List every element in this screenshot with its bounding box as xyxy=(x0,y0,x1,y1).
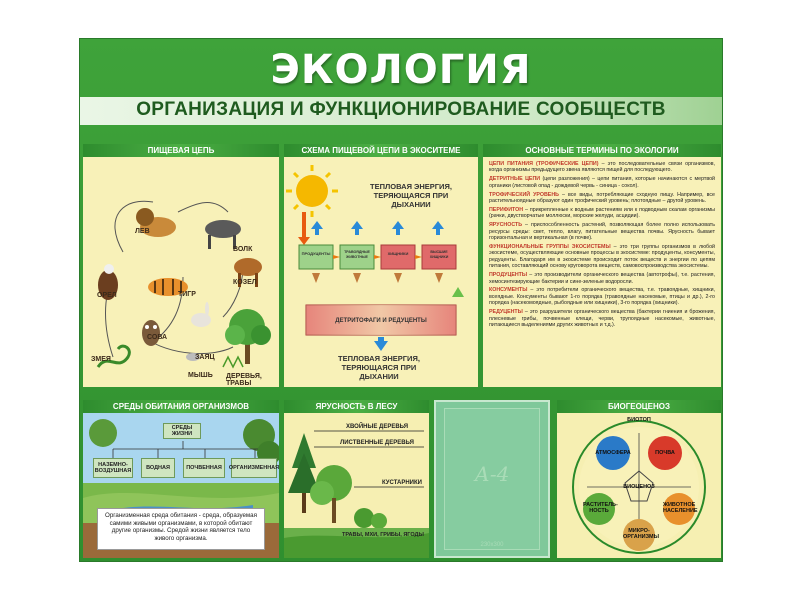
habitat-water-box: ВОДНАЯ xyxy=(141,458,175,478)
food-arrow-2 xyxy=(178,203,228,212)
label-soil: ПОЧВА xyxy=(655,450,675,456)
habitat-caption: Организменная среда обитания - среда, образуемая самими живыми организмами, в которой обитают другие организмы. Средой жизни является тело живого организма. xyxy=(97,508,265,550)
term-title: ЦЕПИ ПИТАНИЯ (ТРОФИЧЕСКИЕ ЦЕПИ) xyxy=(489,161,599,167)
term-definition: – это три группы организмов в любой экосистеме, осуществляющие основные процессы в экосистеме: продуценты, консументы, редуценты. Благодаря им в экосистеме происходит поток веществ и энергии по цепям питания, составляющий основу круговорота веществ, самовоспроизводства экосистемы. xyxy=(489,243,715,270)
term-definition: (цепи разложения) – цепи питания, которые начинаются с мертвой органики (листовой опад - дождевой червь - синица - сокол). xyxy=(489,176,715,189)
producers-box xyxy=(299,245,333,269)
terms-list xyxy=(489,161,715,331)
layer-deciduous: ЛИСТВЕННЫЕ ДЕРЕВЬЯ xyxy=(340,440,414,446)
food-chain-scheme-panel xyxy=(284,144,478,387)
scheme-heading: СХЕМА ПИЩЕВОЙ ЦЕПИ В ЭКОСИТЕМЕ xyxy=(284,144,478,157)
predators-label: ХИЩНИКИ xyxy=(387,251,409,256)
habitat-ground-air-box: НАЗЕМНО-ВОЗДУШНАЯ xyxy=(93,458,133,478)
label-eagle: ОРЕЛ xyxy=(97,292,117,299)
term-item xyxy=(489,309,715,328)
term-title: ФУНКЦИОНАЛЬНЫЕ ГРУППЫ ЭКОСИСТЕМЫ xyxy=(489,243,611,250)
shrub-icon xyxy=(354,508,374,528)
top-predators-label: ВЫСШИЕ ХИЩНИКИ xyxy=(429,250,449,259)
biogeocenosis-panel xyxy=(557,400,721,558)
heat-bottom-label: ТЕПЛОВАЯ ЭНЕРГИЯ, ТЕРЯЮЩАЯСЯ ПРИ ДЫХАНИИ xyxy=(338,354,420,381)
label-biocenosis: БИОЦЕНОЗ xyxy=(623,484,655,490)
label-lion: ЛЕВ xyxy=(135,228,150,235)
term-title: КОНСУМЕНТЫ xyxy=(489,287,528,294)
poster-title: ЭКОЛОГИЯ xyxy=(270,47,532,93)
label-biotope: БИОТОП xyxy=(627,417,651,423)
habitat-root-box: СРЕДЫ ЖИЗНИ xyxy=(163,423,201,439)
food-chain-illustration xyxy=(83,157,279,387)
predators-box xyxy=(381,245,415,269)
heat-top-label: ТЕПЛОВАЯ ЭНЕРГИЯ, ТЕРЯЮЩАЯСЯ ПРИ ДЫХАНИИ xyxy=(370,182,452,209)
label-animals: ЖИВОТНОЕ НАСЕЛЕНИЕ xyxy=(663,502,698,514)
pocket-size: 230х300 xyxy=(480,542,504,548)
heat-loss-arrows xyxy=(311,221,444,235)
label-mouse: МЫШЬ xyxy=(188,372,213,379)
term-definition: – это потребители органического вещества, т.е. травоядные, хищники, всеядные. Консументы бывают 1-го порядка (травоядные насекомые, птицы и др.), 2-го порядка (насекомоядные, рыбоядные или хищники), 3-го порядка (хищники). xyxy=(489,287,715,307)
detritus-label: ДЕТРИТОФАГИ И РЕДУЦЕНТЫ xyxy=(335,318,427,324)
layer-shrubs: КУСТАРНИКИ xyxy=(382,480,422,486)
term-item xyxy=(489,272,715,285)
tree-trunk-icon xyxy=(245,342,250,364)
forest-layers-panel xyxy=(284,400,429,558)
term-title: ЯРУСНОСТЬ xyxy=(489,222,523,229)
forest-heading: ЯРУСНОСТЬ В ЛЕСУ xyxy=(284,400,429,413)
term-item xyxy=(489,222,715,241)
term-title: РЕДУЦЕНТЫ xyxy=(489,309,523,316)
bio-heading: БИОГЕОЦЕНОЗ xyxy=(557,400,721,413)
term-definition: – это производители органического вещества (автотрофы), т.е. растения, хемосинтезирующие бактерии и сине-зеленые водоросли. xyxy=(489,272,715,285)
term-item xyxy=(489,244,715,270)
term-title: ДЕТРИТНЫЕ ЦЕПИ xyxy=(489,176,541,183)
term-definition: – прикрепленные к водным растениям или к подводным скалам организмы (рачки, двустворчатые моллюски, морские желуди, асцидии). xyxy=(489,206,715,220)
term-item xyxy=(489,192,715,205)
term-definition: – это последовательные связи организмов, когда организмы предыдущего звена являются пищей для последующего. xyxy=(489,161,716,174)
term-title: ПЕРИФИТОН xyxy=(489,206,524,213)
sun-icon xyxy=(286,165,338,217)
label-hare: ЗАЯЦ xyxy=(195,354,215,361)
habitat-soil-box: ПОЧВЕННАЯ xyxy=(183,458,225,478)
term-title: ТРОФИЧЕСКИЙ УРОВЕНЬ xyxy=(489,191,559,198)
term-definition: – это разрушители органического вещества (бактерии гниения и брожения, плесневые грибы, почвенные клещи, черви, трупоядные насекомые, животные, питающиеся выделениями других животных и т.д.). xyxy=(489,309,715,328)
hare-icon xyxy=(191,313,211,327)
term-title: ПРОДУЦЕНТЫ xyxy=(489,272,528,279)
label-trees: ДЕРЕВЬЯ, ТРАВЫ xyxy=(226,373,262,387)
label-wolf: ВОЛК xyxy=(233,246,253,253)
owl-icon xyxy=(142,320,160,346)
pocket-label: А-4 xyxy=(474,462,510,486)
term-definition: – приспособленность растений, позволяющая более полно использовать ресурсы среды: свет, тепло, влагу, питательные вещества почвы. Ярусность бывает горизонтальная и вертикальная (в почве). xyxy=(489,222,715,242)
producers-label: ПРОДУЦЕНТЫ xyxy=(301,251,331,256)
herbivores-label: ТРАВОЯДНЫЕ ЖИВОТНЫЕ xyxy=(344,250,370,259)
habitats-heading: СРЕДЫ ОБИТАНИЯ ОРГАНИЗМОВ xyxy=(83,400,279,413)
label-microorganisms: МИКРО-ОРГАНИЗМЫ xyxy=(623,528,660,540)
layer-conifers: ХВОЙНЫЕ ДЕРЕВЬЯ xyxy=(346,424,409,430)
a4-pocket xyxy=(434,400,550,558)
label-snake: ЗМЕЯ xyxy=(91,356,111,363)
habitats-panel xyxy=(83,400,279,558)
term-item xyxy=(489,161,715,174)
label-goat: КОЗЕЛ xyxy=(233,279,257,286)
label-plants: РАСТИТЕЛЬ-НОСТЬ xyxy=(583,502,618,514)
habitat-organismal-box: ОРГАНИЗМЕННАЯ xyxy=(231,458,277,478)
terms-panel xyxy=(483,144,721,387)
terms-heading: ОСНОВНЫЕ ТЕРМИНЫ ПО ЭКОЛОГИИ xyxy=(483,144,721,157)
term-item xyxy=(489,207,715,220)
term-definition: – все виды, потребляющие сходную пищу. Например, все растительноядные образуют один трофический уровень; плотоядные – другой уровень. xyxy=(489,191,715,205)
food-chain-heading: ПИЩЕВАЯ ЦЕПЬ xyxy=(83,144,279,157)
term-item xyxy=(489,287,715,306)
layer-ground: ТРАВЫ, МХИ, ГРИБЫ, ЯГОДЫ xyxy=(342,532,424,538)
lion-mane-icon xyxy=(136,208,154,226)
food-chain-panel xyxy=(83,144,279,387)
label-owl: СОВА xyxy=(147,334,168,341)
term-item xyxy=(489,176,715,189)
poster-subtitle: ОРГАНИЗАЦИЯ И ФУНКЦИОНИРОВАНИЕ СООБЩЕСТВ xyxy=(136,99,666,120)
poster-board xyxy=(79,38,723,562)
label-atmosphere: АТМОСФЕРА xyxy=(595,450,631,456)
label-tiger: ТИГР xyxy=(178,291,196,298)
